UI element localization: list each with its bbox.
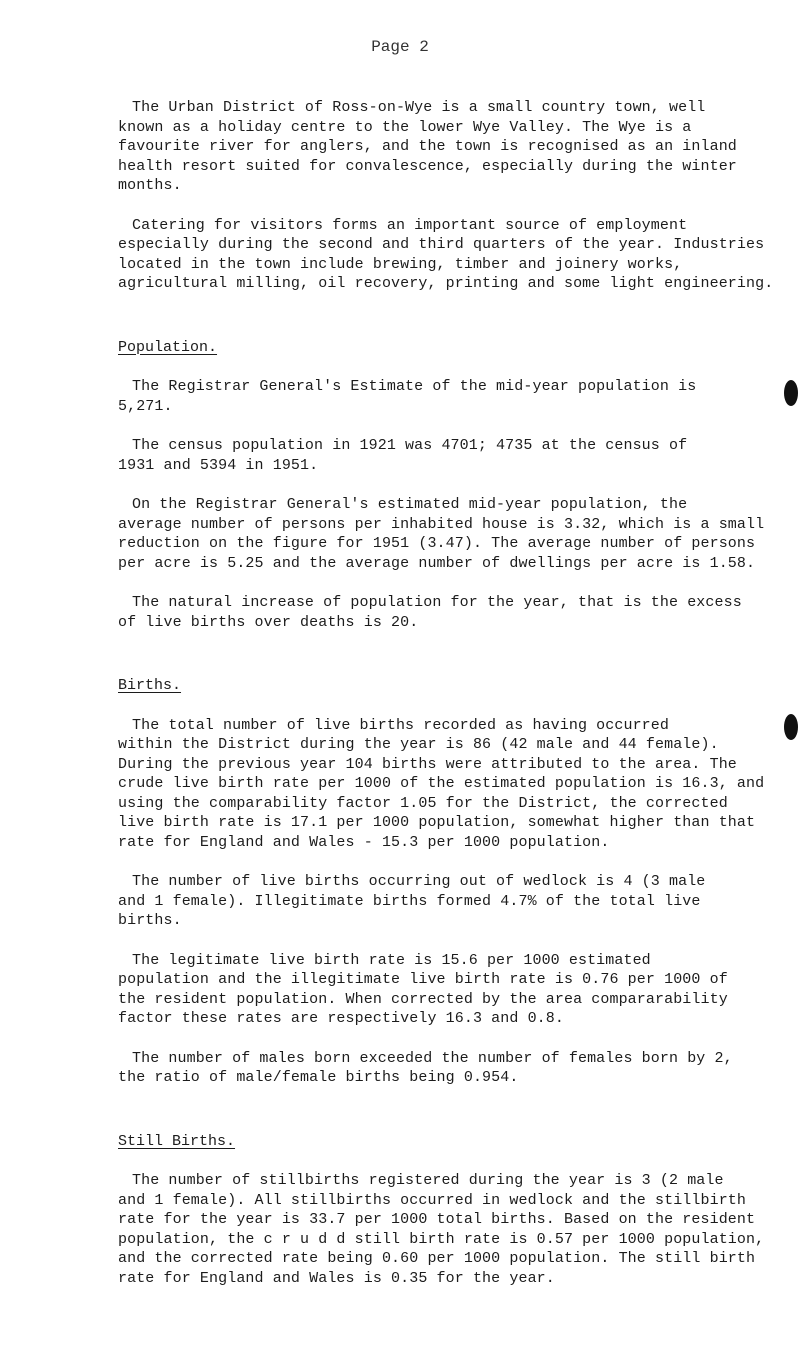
document-body: [118, 98, 786, 1288]
population-heading: Population.: [118, 338, 218, 356]
births-paragraph-3: The legitimate live birth rate is 15.6 per 1000 estimated population and the illegitimate live birth rate is 0.76 per 1000 of the resident population. When corrected by the area compararability factor these rates are respectively 16.3 and 0.8.: [118, 951, 728, 1027]
births-paragraph-4: The number of males born exceeded the number of females born by 2, the ratio of male/female births being 0.954.: [118, 1049, 733, 1086]
page-number: Page 2: [371, 38, 429, 56]
population-paragraph-4: The natural increase of population for the year, that is the excess of live births over deaths is 20.: [118, 594, 742, 631]
punch-hole-bottom: [784, 714, 798, 740]
births-paragraph-1: The total number of live births recorded as having occurred within the District during the year is 86 (42 male and 44 female). During the previous year 104 births were attributed to the area. The crude live birth rate per 1000 of the estimated population is 16.3, and using the comparability factor 1.05 for the District, the corrected live birth rate is 17.1 per 1000 population, somewhat higher than that rate for England and Wales - 15.3 per 1000 population.: [118, 716, 765, 851]
still-births-paragraph-1: The number of stillbirths registered during the year is 3 (2 male and 1 female). All stillbirths occurred in wedlock and the stillbirth rate for the year is 33.7 per 1000 total births. Based on the resident population, the c r u d d still birth rate is 0.57 per 1000 population, and the corrected rate being 0.60 per 1000 population. The still birth rate for England and Wales is 0.35 for the year.: [118, 1172, 765, 1287]
births-heading: Births.: [118, 677, 182, 694]
intro-paragraph-2: Catering for visitors forms an important source of employment especially during the second and third quarters of the year. Industries located in the town include brewing, timber and joinery works, agricultural milling, oil recovery, printing and some light engineering.: [118, 216, 774, 292]
population-paragraph-3: On the Registrar General's estimated mid-year population, the average number of persons per inhabited house is 3.32, which is a small reduction on the figure for 1951 (3.47). The average number of persons per acre is 5.25 and the average number of dwellings per acre is 1.58.: [118, 496, 765, 572]
population-paragraph-1: The Registrar General's Estimate of the mid-year population is 5,271.: [118, 378, 697, 415]
punch-hole-top: [784, 380, 798, 406]
intro-paragraph-1: The Urban District of Ross-on-Wye is a small country town, well known as a holiday centre to the lower Wye Valley. The Wye is a favourite river for anglers, and the town is recognised as an inland health resort suited for convalescence, especially during the winter months.: [118, 99, 737, 194]
population-paragraph-2: The census population in 1921 was 4701; 4735 at the census of 1931 and 5394 in 1951.: [118, 437, 688, 474]
births-paragraph-2: The number of live births occurring out of wedlock is 4 (3 male and 1 female). Illegitimate births formed 4.7% of the total live births.: [118, 873, 706, 929]
still-births-heading: Still Births.: [118, 1132, 236, 1150]
